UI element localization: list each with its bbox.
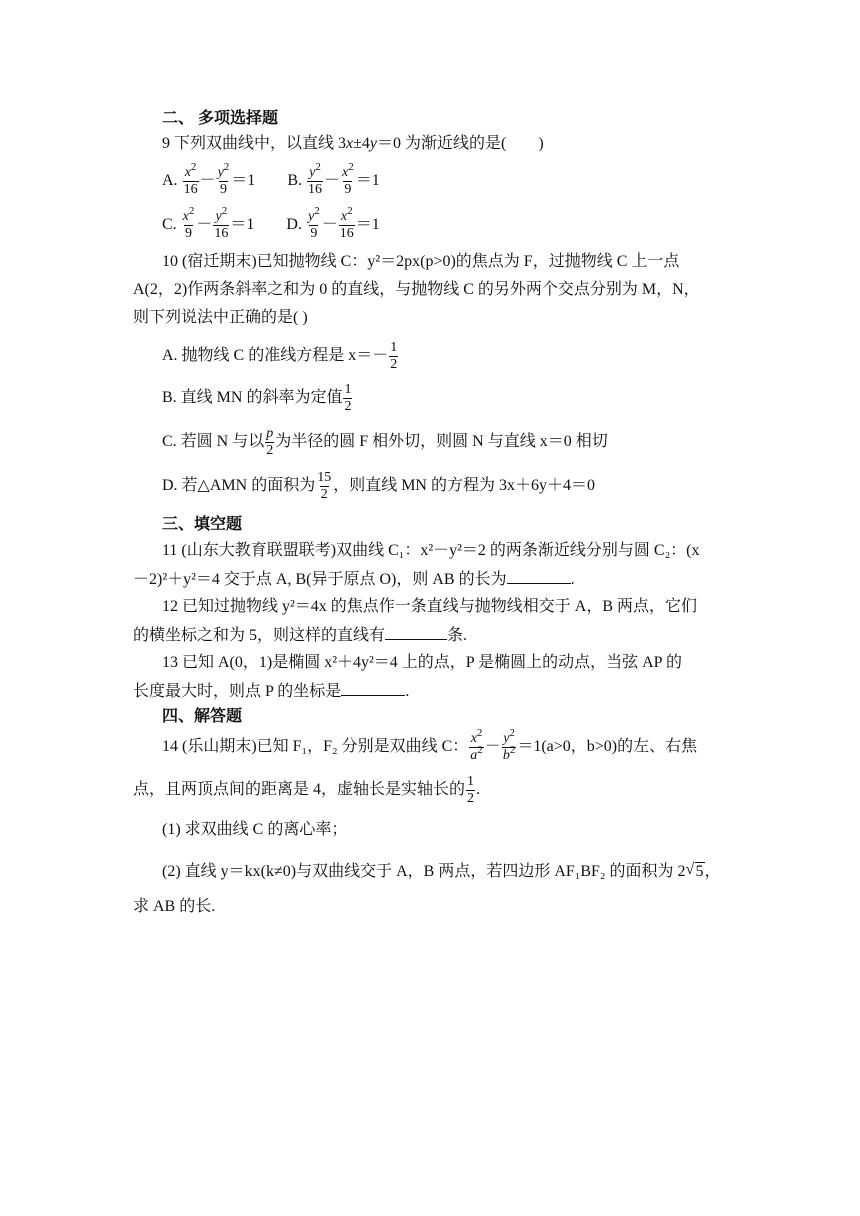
question-10-line-2: A(2，2)作两条斜率之和为 0 的直线，与抛物线 C 的另外两个交点分别为 M，N，: [133, 281, 700, 298]
question-10-line-1: 10 (宿迁期末)已知抛物线 C：y²＝2px(p>0)的焦点为 F，过抛物线 C 上一点: [162, 253, 680, 270]
question-11-line-2: －2)²＋y²＝4 交于点 A, B(异于原点 O)，则 AB 的长为 .: [133, 571, 575, 588]
question-10-option-d: D. 若△AMN 的面积为 $\frac{15}{2}$ ，则直线 MN 的方程为 3x＋6y＋4＝0: [162, 469, 595, 502]
section-title: 三、填空题: [162, 516, 243, 533]
sqrt-symbol: √ 5: [686, 862, 705, 882]
question-9-options-cd: C. $\frac{x^2}{9}$ － $\frac{y^2}{16}$ ＝1 D. $\frac{y^2}{9}$ － $\frac{x^2}{16}$ ＝1: [162, 204, 380, 241]
question-13-line-2: 长度最大时，则点 P 的坐标是 .: [133, 683, 410, 700]
question-14-line-last: 求 AB 的长.: [133, 898, 216, 915]
question-11-line-1: 11 (山东大教育联盟联考)双曲线 C₁：x²－y²＝2 的两条渐近线分别与圆 C₂：(x: [162, 542, 700, 559]
question-13-line-1: 13 已知 A(0，1)是椭圆 x²＋4y²＝4 上的点，P 是椭圆上的动点，当弦 AP 的: [162, 654, 682, 671]
section-title: 二、 多项选择题: [162, 110, 279, 127]
question-14-line-2: 点，且两顶点间的距离是 4，虚轴长是实轴长的 $\frac{1}{2}$ .: [133, 773, 481, 806]
question-12-line-2: 的横坐标之和为 5，则这样的直线有 条.: [133, 627, 468, 644]
question-10-option-b: B. 直线 MN 的斜率为定值 $\frac{1}{2}$: [162, 381, 352, 414]
question-14-line-1: 14 (乐山期末)已知 F₁，F₂ 分别是双曲线 C： $\frac{x^2}{a^2}$ － $\frac{y^2}{b^2}$ ＝1(a>0，b>0)的左、右焦: [162, 726, 698, 763]
question-12-line-1: 12 已知过抛物线 y²＝4x 的焦点作一条直线与抛物线相交于 A，B 两点，它们: [162, 598, 698, 615]
question-14-part-2: (2) 直线 y＝kx(k≠0)与双曲线交于 A，B 两点，若四边形 AF₁BF₂ 的面积为 2√ 5，: [162, 862, 721, 882]
question-10-option-a: A. 抛物线 C 的准线方程是 x＝－ $\frac{1}{2}$: [162, 339, 398, 372]
question-9-options-ab: A. $\frac{x^2}{16}$ － $\frac{y^2}{9}$ ＝1 B. $\frac{y^2}{16}$ － $\frac{x^2}{9}$ ＝1: [162, 160, 380, 197]
question-10-option-c: C. 若圆 N 与以 $\frac{p}{2}$ 为半径的圆 F 相外切，则圆 N 与直线 x＝0 相切: [162, 425, 608, 458]
question-14-part-1: (1) 求双曲线 C 的离心率；: [162, 821, 348, 838]
question-9-stem: 9 下列双曲线中，以直线 3x±4y＝0 为渐近线的是( ): [162, 135, 544, 152]
question-10-line-3: 则下列说法中正确的是( ): [133, 309, 308, 326]
section-title: 四、解答题: [162, 708, 243, 725]
